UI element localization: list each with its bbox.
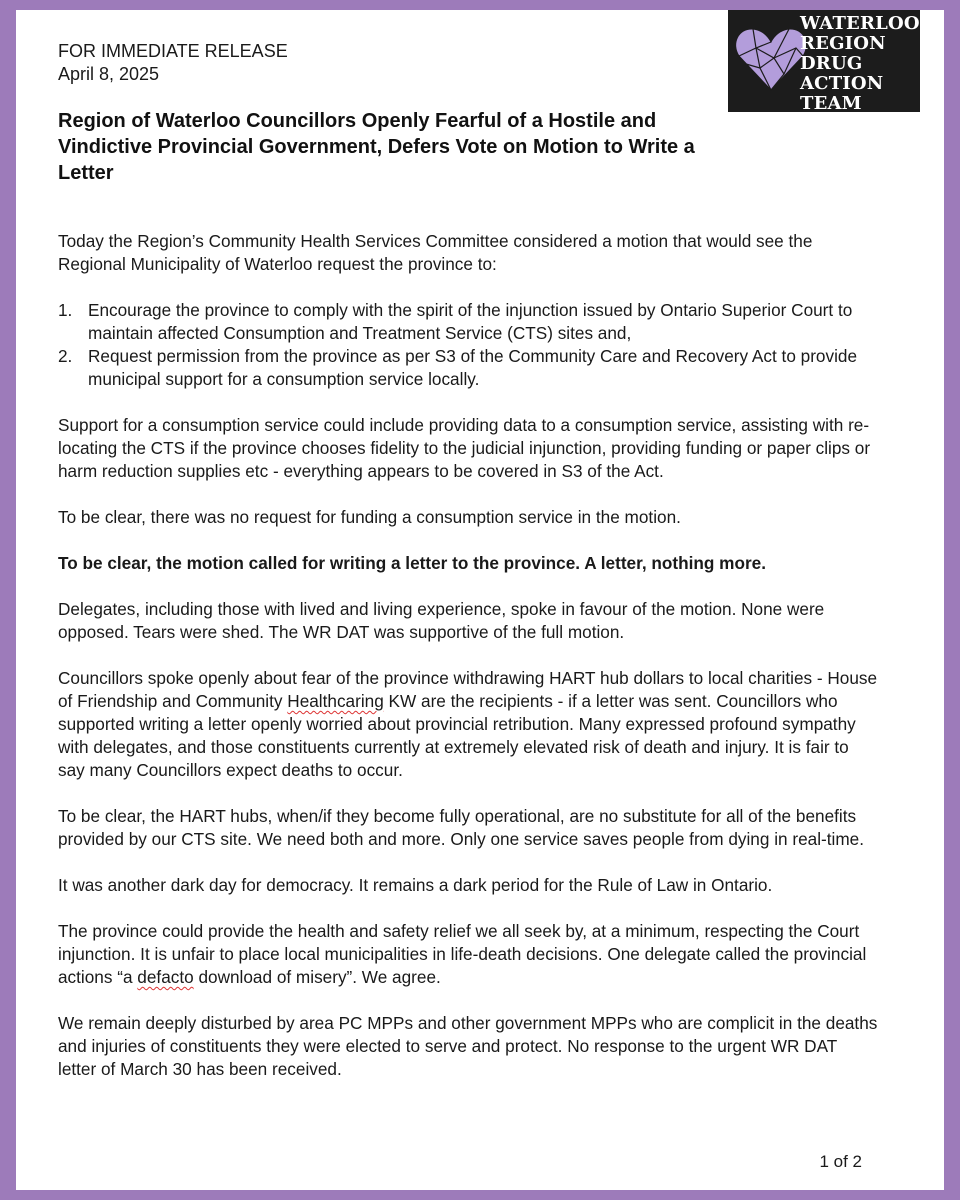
wrdat-logo (728, 10, 920, 112)
text-span: The province could provide the health and safety relief we all seek by, at a minimum, respecting the Court injunction. It is unfair to place local municipalities in life-death decisions. One delegate called the provincial actions “a (58, 921, 867, 987)
logo-line: DRUG (800, 53, 863, 74)
province-paragraph (58, 920, 878, 989)
support-paragraph: Support for a consumption service could include providing data to a consumption service, assisting with re-locating the CTS if the province chooses fidelity to the judicial injunction, providing funding or paper clips or harm reduction supplies etc - everything appears to be covered in S3 of the Act. (58, 415, 871, 481)
text-span: KW are the recipients - if a letter was sent. Councillors who supported writing a letter openly worried about provincial retribution. Many expressed profound sympathy with delegates, and those constituents currently at extremely elevated risk of death and injury. It is fair to say many Councillors expect deaths to occur. (58, 691, 856, 780)
spellcheck-word: defacto (137, 967, 194, 987)
text-span: Councillors spoke openly about fear of the province withdrawing HART hub dollars to local charities - House of Friendship and Community (58, 668, 878, 711)
letter-emphasis-paragraph: To be clear, the motion called for writing a letter to the province. A letter, nothing more. (58, 553, 766, 573)
list-item (58, 345, 878, 391)
list-text: Request permission from the province as per S3 of the Community Care and Recovery Act to provide municipal support for a consumption service locally. (88, 346, 858, 389)
councillors-paragraph (58, 667, 878, 782)
release-label: FOR IMMEDIATE RELEASE (58, 41, 288, 61)
list-text: Encourage the province to comply with the spirit of the injunction issued by Ontario Superior Court to maintain affected Consumption and Treatment Service (CTS) sites and, (88, 300, 853, 343)
logo-line: ACTION (800, 73, 884, 94)
dark-day-paragraph: It was another dark day for democracy. It remains a dark period for the Rule of Law in Ontario. (58, 875, 773, 895)
release-date: April 8, 2025 (58, 64, 160, 84)
delegates-paragraph: Delegates, including those with lived and living experience, spoke in favour of the motion. None were opposed. Tears were shed. The WR DAT was supportive of the full motion. (58, 599, 825, 642)
intro-paragraph: Today the Region’s Community Health Services Committee considered a motion that would see the Regional Municipality of Waterloo request the province to: (58, 231, 813, 274)
press-release-title: Region of Waterloo Councillors Openly Fearful of a Hostile and Vindictive Provincial Government, Defers Vote on Motion to Write a Letter (58, 110, 695, 184)
hart-hubs-paragraph: To be clear, the HART hubs, when/if they become fully operational, are no substitute for all of the benefits provided by our CTS site. We need both and more. Only one service saves people from dying in real-time. (58, 806, 864, 849)
logo-line: TEAM (800, 93, 862, 114)
logo-text (800, 14, 918, 114)
clarification-paragraph: To be clear, there was no request for funding a consumption service in the motion. (58, 507, 681, 527)
disturbed-paragraph: We remain deeply disturbed by area PC MPPs and other government MPPs who are complicit in the deaths and injuries of constituents they were elected to serve and protect. No response to the urgent WR DAT letter of March 30 has been received. (58, 1013, 878, 1079)
list-item (58, 299, 878, 345)
motion-list (58, 299, 878, 391)
document-page (16, 10, 944, 1190)
text-span: download of misery”. We agree. (193, 967, 441, 987)
page-number: 1 of 2 (819, 1152, 862, 1171)
list-number: 2. (58, 346, 73, 366)
logo-line: REGION (800, 33, 886, 54)
list-number: 1. (58, 300, 73, 320)
spellcheck-word: Healthcaring (287, 691, 384, 711)
heart-icon (734, 24, 808, 94)
release-header (58, 40, 288, 86)
logo-line: WATERLOO (800, 13, 920, 34)
press-release-body (58, 230, 878, 1104)
